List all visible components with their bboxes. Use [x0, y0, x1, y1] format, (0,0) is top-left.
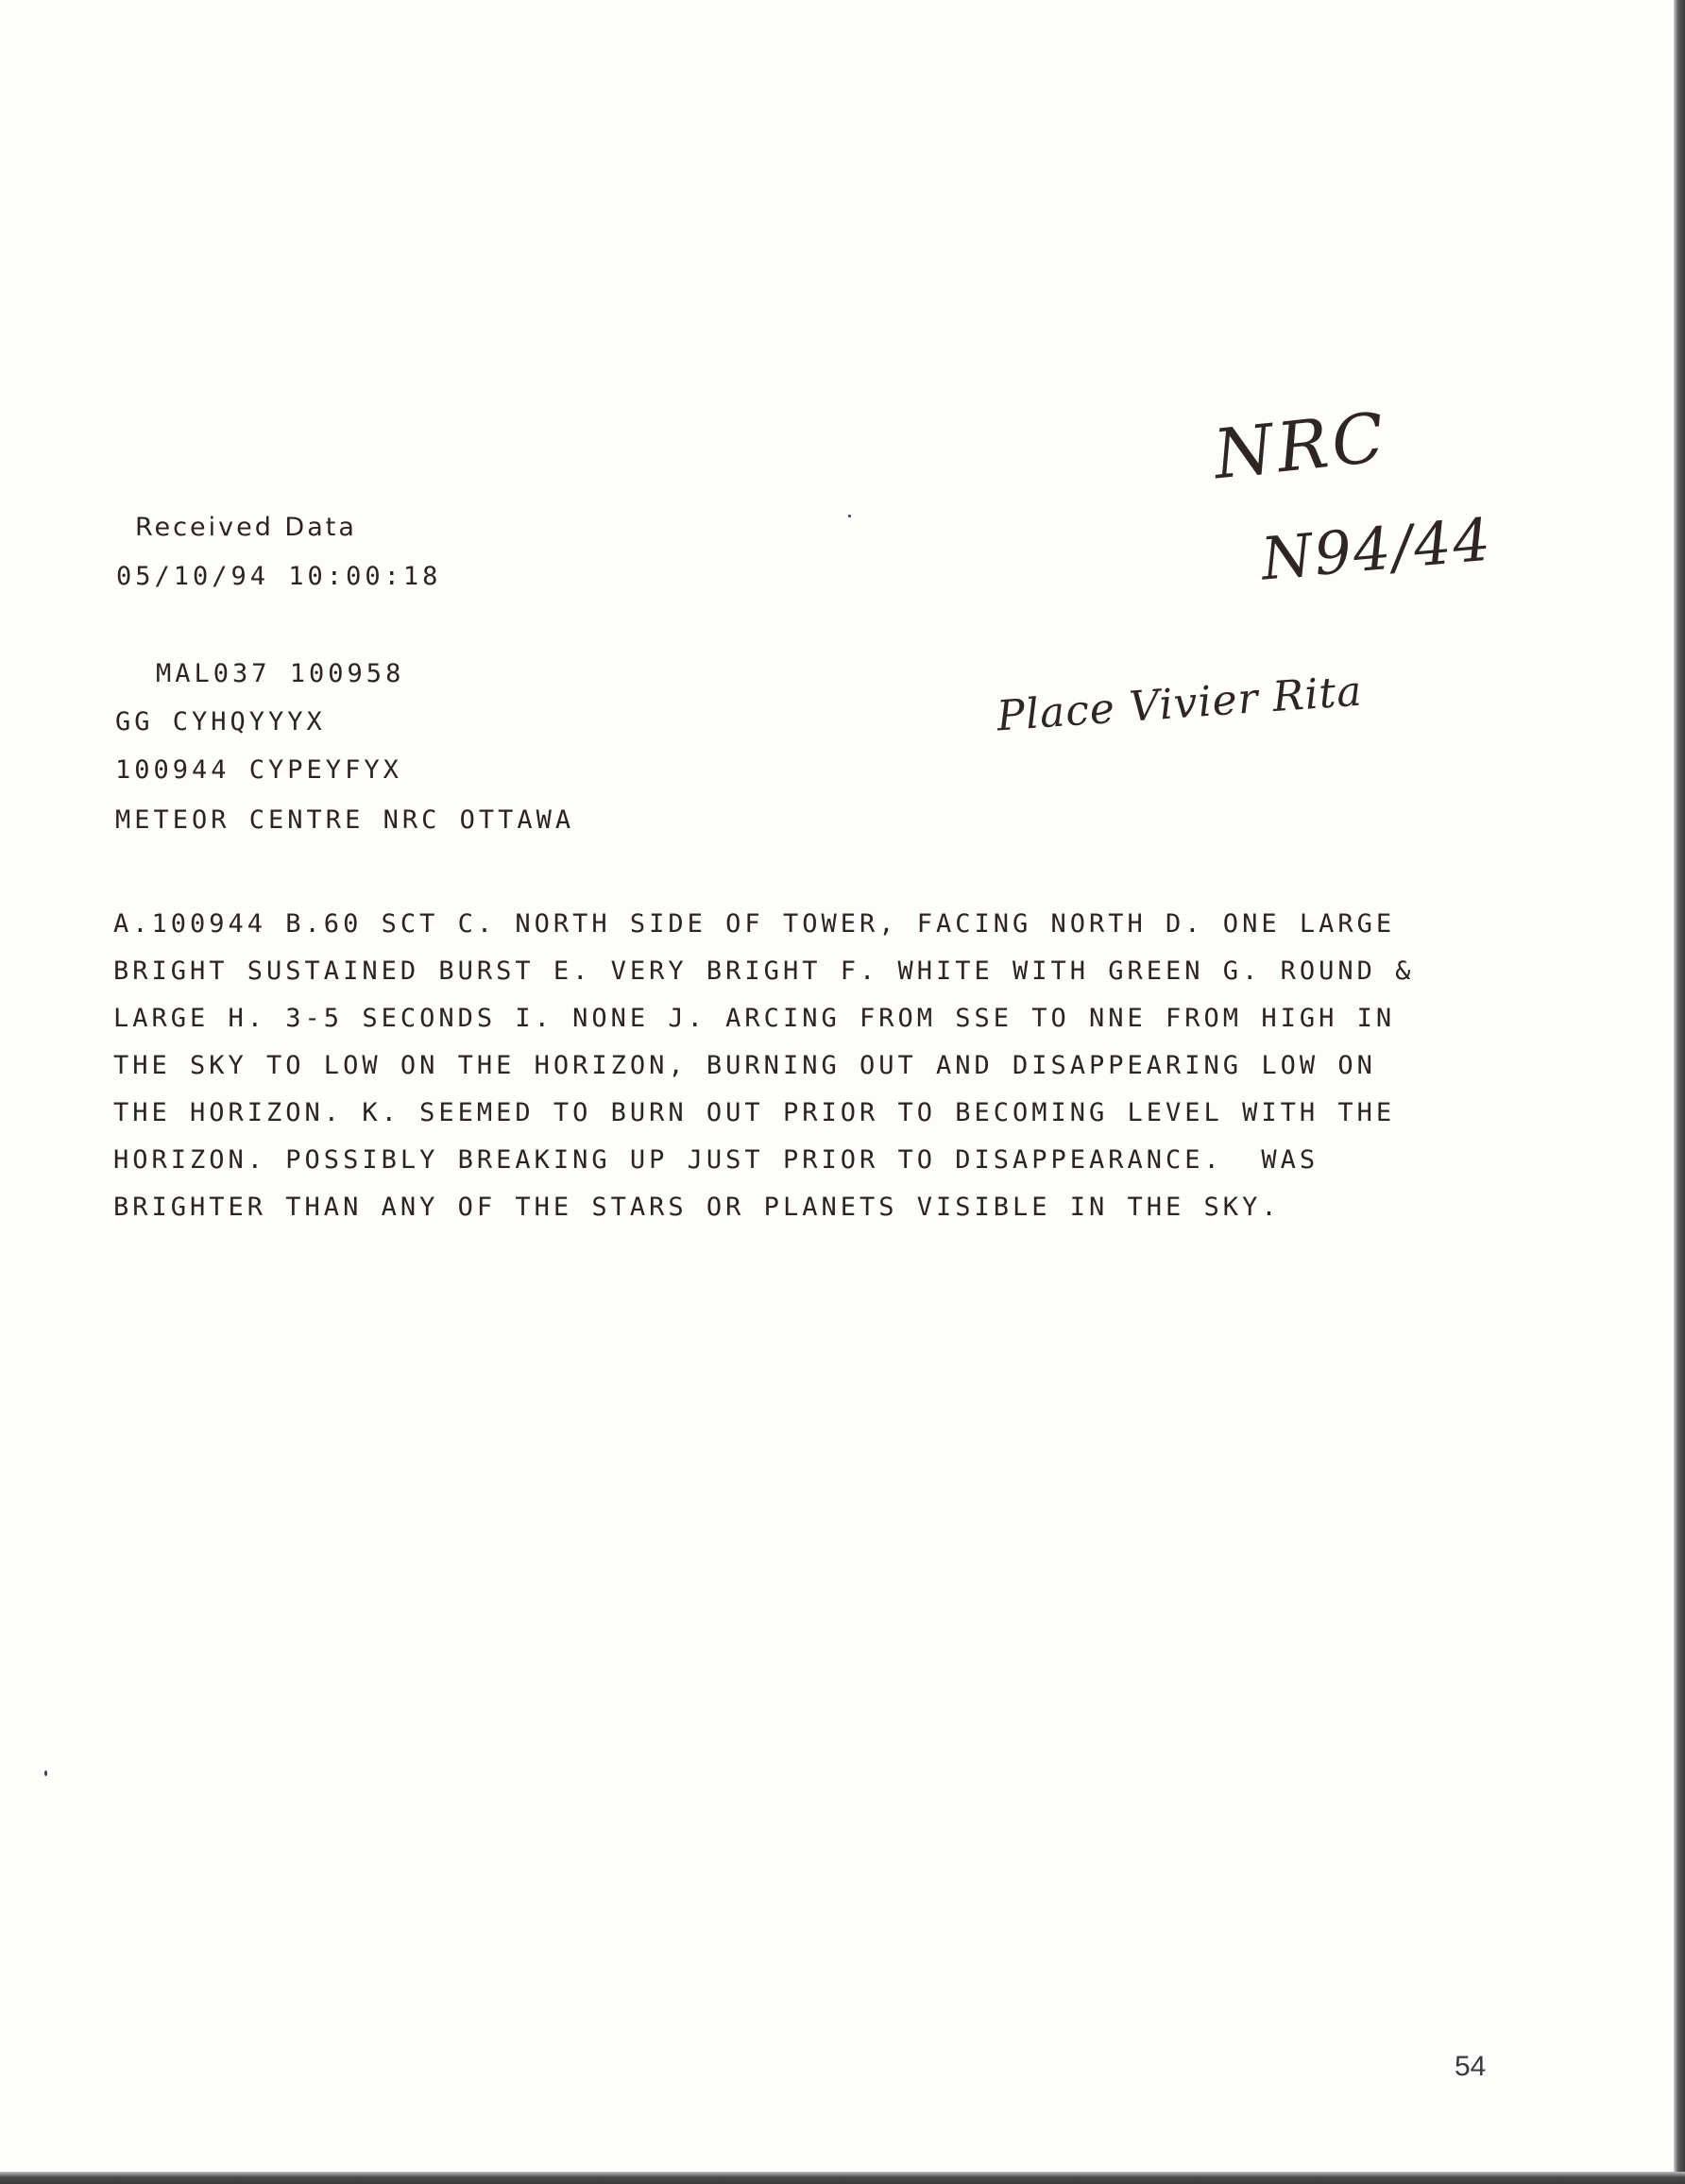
- originator: 100944 CYPEYFYX: [115, 755, 402, 785]
- report-line: THE SKY TO LOW ON THE HORIZON, BURNING OUT AND DISAPPEARING LOW ON: [113, 1051, 1376, 1080]
- handwritten-org: NRC: [1210, 397, 1392, 495]
- report-line: THE HORIZON. K. SEEMED TO BURN OUT PRIOR TO BECOMING LEVEL WITH THE: [113, 1098, 1396, 1127]
- received-datetime: 05/10/94 10:00:18: [116, 562, 442, 591]
- routing-address: GG CYHQYYYX: [115, 707, 326, 736]
- handwritten-file-number: N94/44: [1258, 504, 1495, 594]
- scan-speck: [848, 515, 851, 517]
- report-line: HORIZON. POSSIBLY BREAKING UP JUST PRIOR TO DISAPPEARANCE. WAS: [113, 1145, 1319, 1175]
- scan-speck: [44, 1770, 47, 1776]
- received-label: Received Data: [135, 513, 357, 542]
- page-number: 54: [1455, 2051, 1487, 2082]
- handwritten-note: Place Vivier Rita: [995, 667, 1365, 741]
- scan-edge-right: [1674, 0, 1685, 2184]
- recipient: METEOR CENTRE NRC OTTAWA: [115, 805, 575, 835]
- scan-edge-bottom: [0, 2172, 1685, 2184]
- message-id: MAL037 100958: [156, 659, 405, 688]
- report-line: BRIGHTER THAN ANY OF THE STARS OR PLANETS VISIBLE IN THE SKY.: [113, 1193, 1281, 1222]
- report-line: A.100944 B.60 SCT C. NORTH SIDE OF TOWER, FACING NORTH D. ONE LARGE: [113, 909, 1396, 939]
- report-line: BRIGHT SUSTAINED BURST E. VERY BRIGHT F. WHITE WITH GREEN G. ROUND &: [113, 957, 1415, 986]
- report-line: LARGE H. 3-5 SECONDS I. NONE J. ARCING FROM SSE TO NNE FROM HIGH IN: [113, 1004, 1396, 1033]
